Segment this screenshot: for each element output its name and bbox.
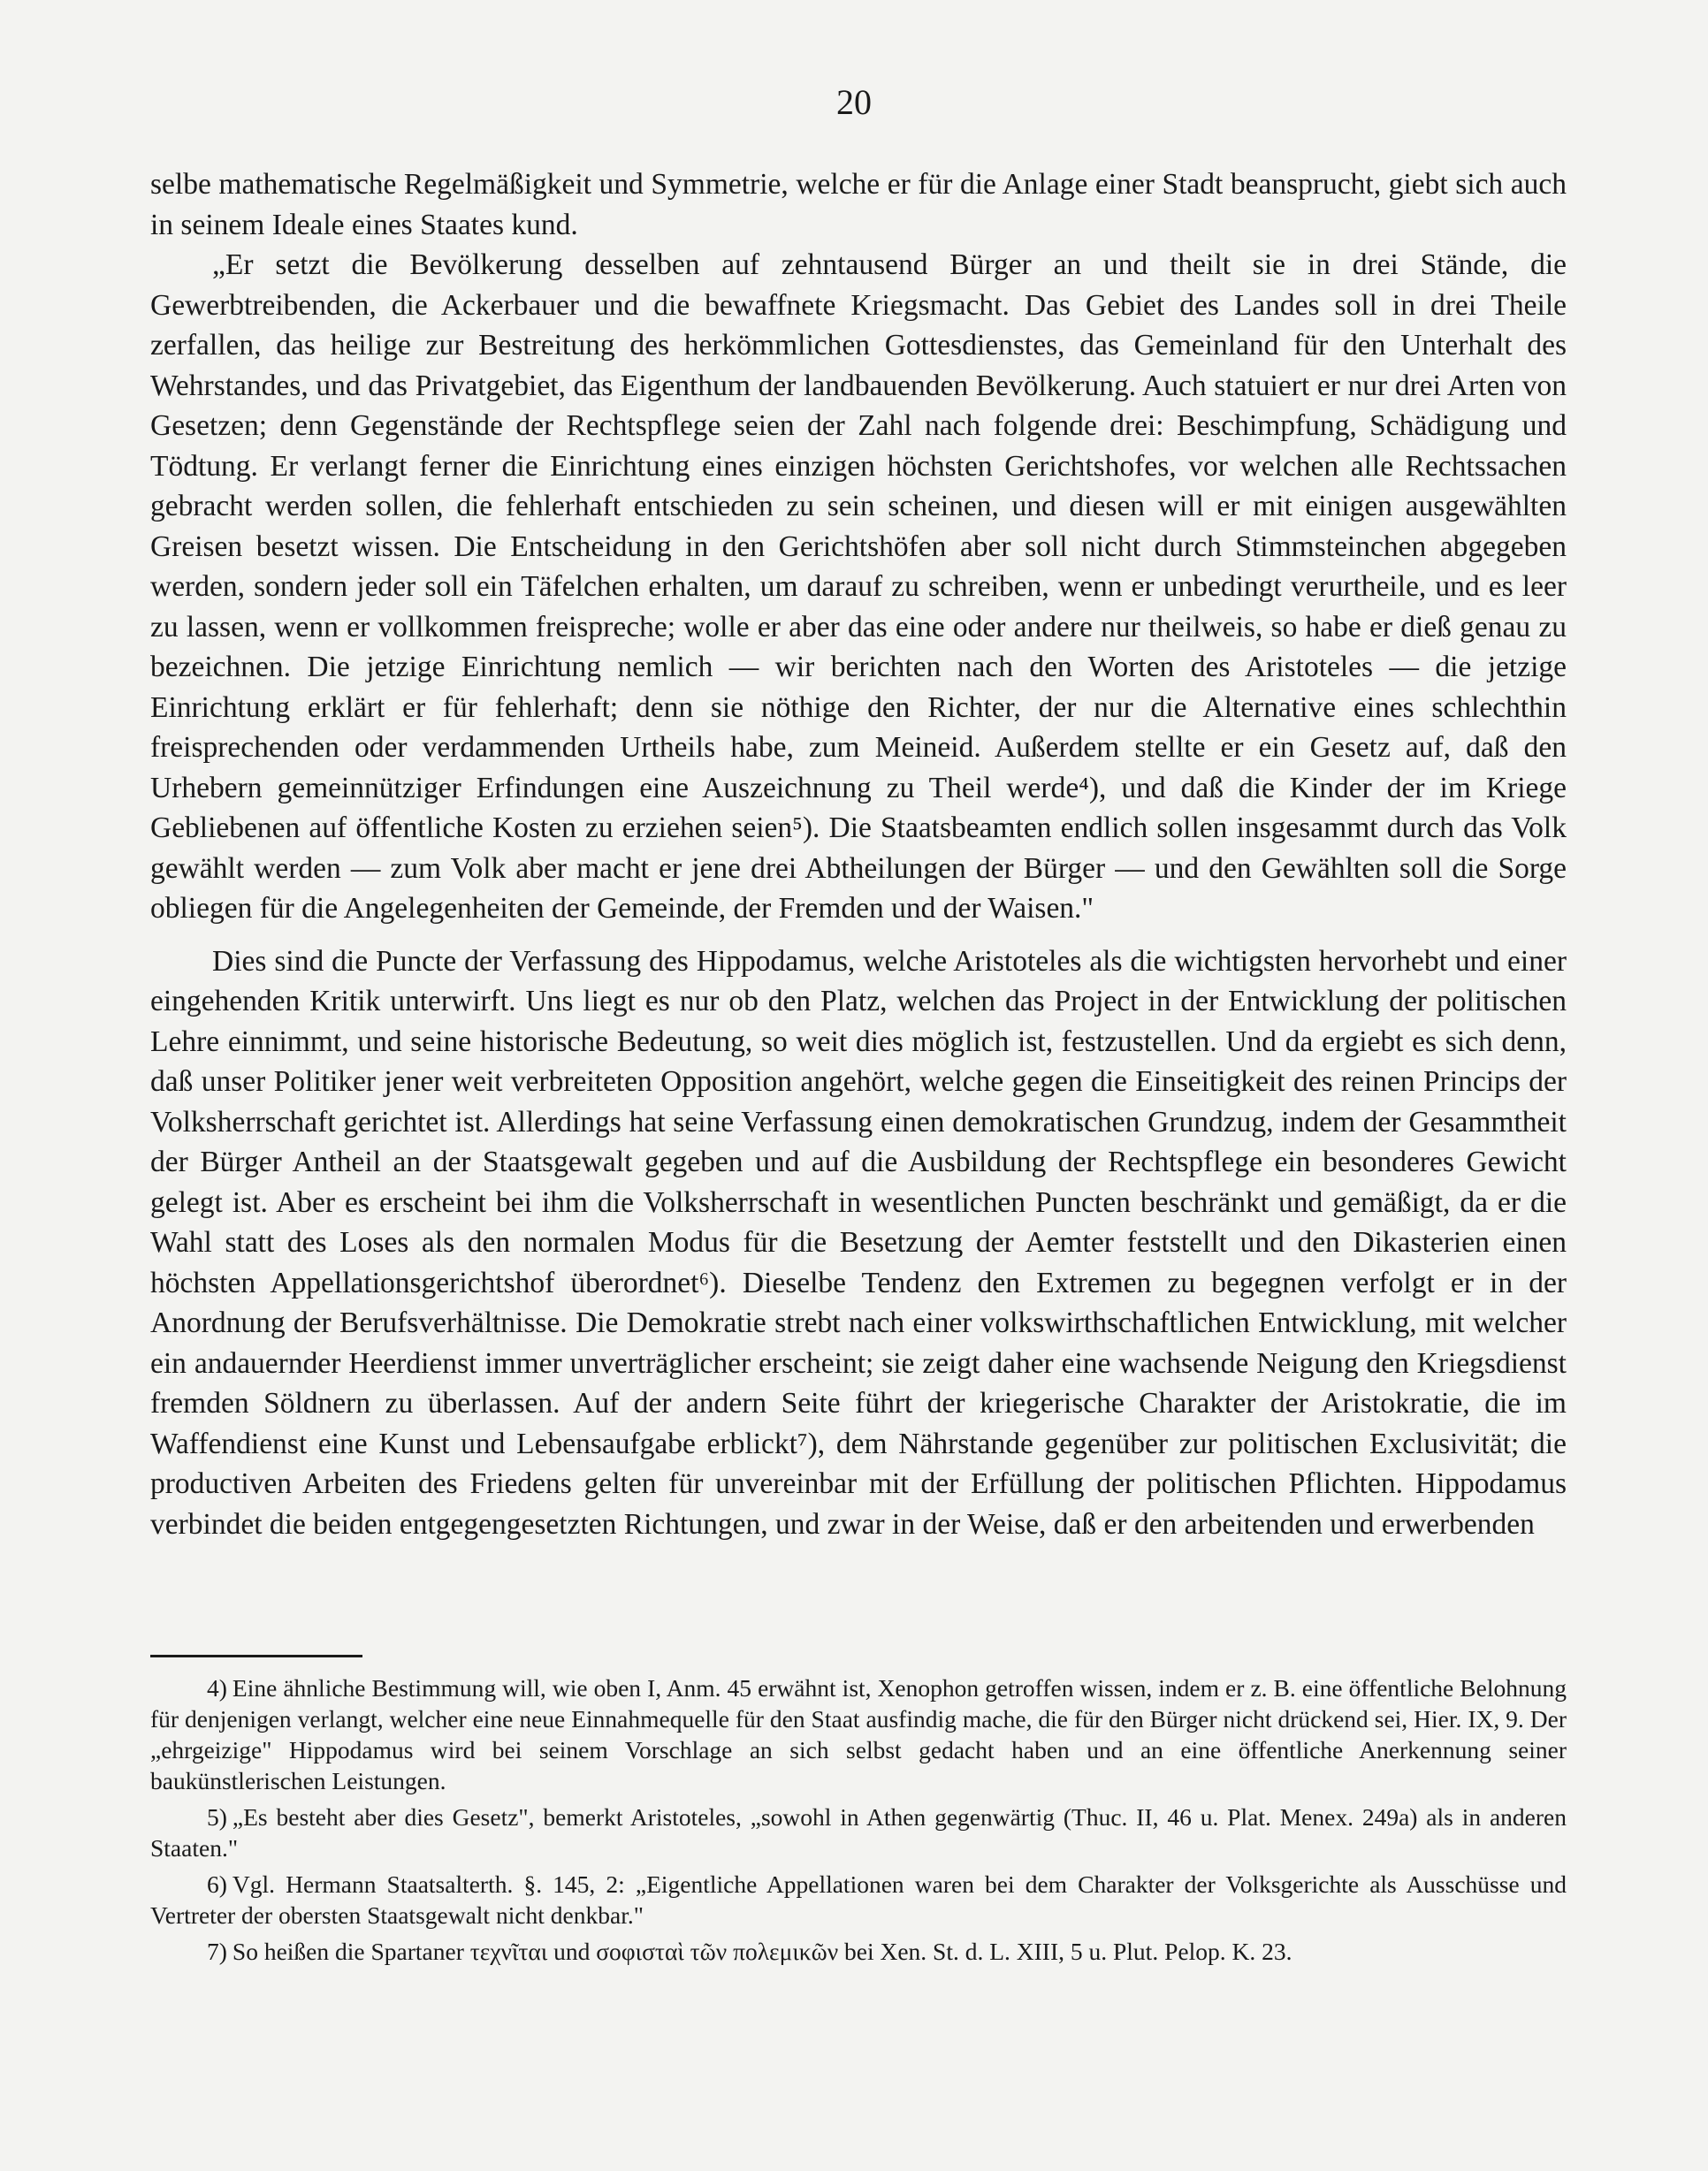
footnote-number: 5)	[207, 1803, 227, 1831]
footnote-text: „Es besteht aber dies Gesetz", bemerkt Aristoteles, „sowohl in Athen gegenwärtig (Thuc. II, 46 u. Plat. Menex. 249a) als in anderen Staaten."	[150, 1803, 1567, 1862]
footnote-number: 6)	[207, 1870, 227, 1898]
paragraph: „Er setzt die Bevölkerung desselben auf zehntausend Bürger an und theilt sie in drei Stände, die Gewerbtreibenden, die Ackerbauer und die bewaffnete Kriegsmacht. Das Gebiet des Landes soll in drei Theile zerfallen, das heilige zur Bestreitung des herkömmlichen Gottesdienstes, das Gemeinland für den Unterhalt des Wehrstandes, und das Privatgebiet, das Eigenthum der landbauenden Bevölkerung. Auch statuiert er nur drei Arten von Gesetzen; denn Gegenstände der Rechtspflege seien der Zahl nach folgende drei: Beschimpfung, Schädigung und Tödtung. Er verlangt ferner die Einrichtung eines einzigen höchsten Gerichtshofes, vor welchen alle Rechtssachen gebracht werden sollen, die fehlerhaft entschieden zu sein scheinen, und diesen will er mit einigen ausgewählten Greisen besetzt wissen. Die Entscheidung in den Gerichtshöfen aber soll nicht durch Stimmsteinchen abgegeben werden, sondern jeder soll ein Täfelchen erhalten, um darauf zu schreiben, wenn er unbedingt verurtheile, und es leer zu lassen, wenn er vollkommen freispreche; wolle er aber das eine oder andere nur theilweis, so habe er dieß genau zu bezeichnen. Die jetzige Einrichtung nemlich — wir berichten nach den Worten des Aristoteles — die jetzige Einrichtung erklärt er für fehlerhaft; denn sie nöthige den Richter, der nur die Alternative eines schlechthin freisprechenden oder verdammenden Urtheils habe, zum Meineid. Außerdem stellte er ein Gesetz auf, daß den Urhebern gemeinnütziger Erfindungen eine Auszeichnung zu Theil werde⁴), und daß die Kinder der im Kriege Gebliebenen auf öffentliche Kosten zu erziehen seien⁵). Die Staatsbeamten endlich sollen insgesammt durch das Volk gewählt werden — zum Volk aber macht er jene drei Abtheilungen der Bürger — und den Gewählten soll die Sorge obliegen für die Angelegenheiten der Gemeinde, der Fremden und der Waisen."	[150, 248, 1567, 925]
footnote-divider	[150, 1655, 362, 1657]
footnote	[150, 1802, 1567, 1863]
paragraph: Dies sind die Puncte der Verfassung des Hippodamus, welche Aristoteles als die wichtigsten hervorhebt und einer eingehenden Kritik unterwirft. Uns liegt es nur ob den Platz, welchen das Project in der Entwicklung der politischen Lehre einnimmt, und seine historische Bedeutung, so weit dies möglich ist, festzustellen. Und da ergiebt es sich denn, daß unser Politiker jener weit verbreiteten Opposition angehört, welche gegen die Einseitigkeit des reinen Princips der Volksherrschaft gerichtet ist. Allerdings hat seine Verfassung einen demokratischen Grundzug, indem der Gesammtheit der Bürger Antheil an der Staatsgewalt gegeben und auf die Ausbildung der Rechtspflege ein besonderes Gewicht gelegt ist. Aber es erscheint bei ihm die Volksherrschaft in wesentlichen Puncten beschränkt und gemäßigt, da er die Wahl statt des Loses als den normalen Modus für die Besetzung der Aemter feststellt und den Dikasterien einen höchsten Appellationsgerichtshof überordnet⁶). Dieselbe Tendenz den Extremen zu begegnen verfolgt er in der Anordnung der Berufsverhältnisse. Die Demokratie strebt nach einer volkswirthschaftlichen Entwicklung, mit welcher ein andauernder Heerdienst immer unverträglicher erscheint; sie zeigt daher eine wachsende Neigung den Kriegsdienst fremden Söldnern zu überlassen. Auf der andern Seite führt der kriegerische Charakter der Aristokratie, die im Waffendienst eine Kunst und Lebensaufgabe erblickt⁷), dem Nährstande gegenüber zur politischen Exclusivität; die productiven Arbeiten des Friedens gelten für unvereinbar mit der Erfüllung der politischen Pflichten. Hippodamus verbindet die beiden entgegengesetzten Richtungen, und zwar in der Weise, daß er den arbeitenden und erwerbenden	[150, 944, 1567, 1541]
footnotes	[150, 1672, 1567, 1967]
footnote-text: Vgl. Hermann Staatsalterth. §. 145, 2: „Eigentliche Appellationen waren bei dem Charakter der Volksgerichte als Ausschüsse und Vertreter der obersten Staatsgewalt nicht denkbar."	[150, 1870, 1567, 1929]
footnote-number: 4)	[207, 1674, 227, 1702]
footnote	[150, 1672, 1567, 1796]
main-text	[150, 164, 1567, 1544]
page-number: 20	[836, 82, 872, 122]
paragraph: selbe mathematische Regelmäßigkeit und Symmetrie, welche er für die Anlage einer Stadt beansprucht, giebt sich auch in seinem Ideale eines Staates kund.	[150, 168, 1567, 241]
footnote-number: 7)	[207, 1938, 227, 1965]
footnote-text: So heißen die Spartaner τεχνῖται und σοφισταὶ τῶν πολεμικῶν bei Xen. St. d. L. XIII, 5 u. Plut. Pelop. K. 23.	[232, 1938, 1292, 1965]
footnote	[150, 1869, 1567, 1931]
footnote-text: Eine ähnliche Bestimmung will, wie oben I, Anm. 45 erwähnt ist, Xenophon getroffen wissen, indem er z. B. eine öffentliche Belohnung für denjenigen verlangt, welcher eine neue Einnahmequelle für den Staat ausfindig mache, die für den Bürger nicht drückend sei, Hier. IX, 9. Der „ehrgeizige" Hippodamus wird bei seinem Vorschlage an sich selbst gedacht haben und an eine öffentliche Anerkennung seiner baukünstlerischen Leistungen.	[150, 1674, 1567, 1794]
footnote	[150, 1936, 1567, 1967]
